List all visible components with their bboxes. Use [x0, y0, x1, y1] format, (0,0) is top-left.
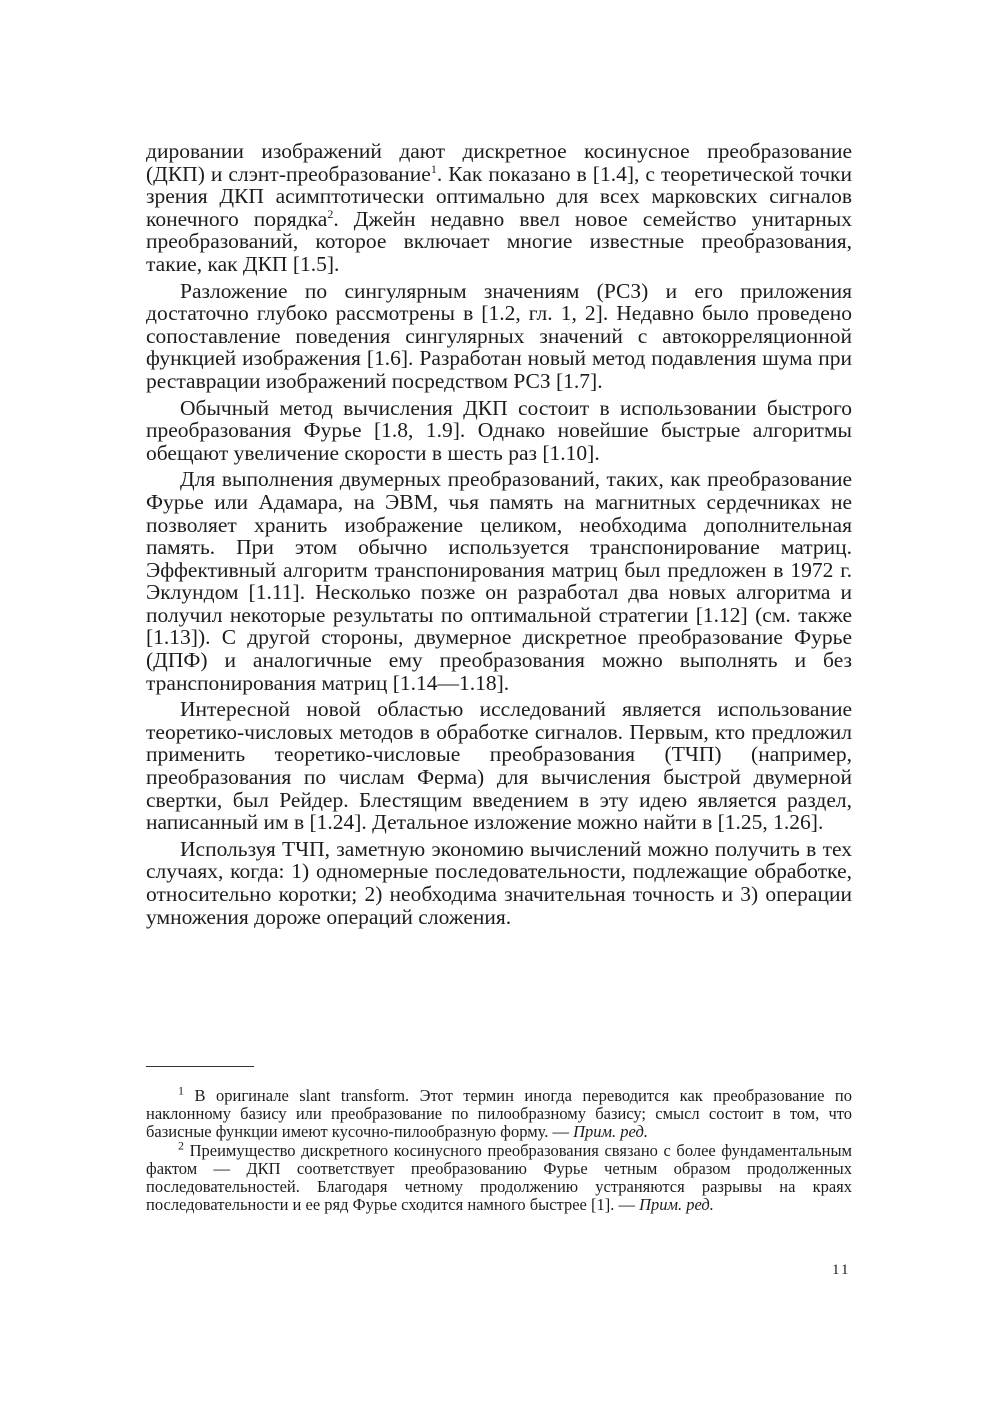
editor-note: Прим. ред.	[639, 1195, 714, 1214]
footnote-1: $^1$ В оригинале slant transform. Этот термин иногда переводится как преобразование по наклонному базису или преобразование по пилообразному базису; смысл состоит в том, что базисные функции имеют кусочно-пилообразную форму. — Прим. ред.	[146, 1083, 853, 1141]
footnote-ref-1[interactable]: 1	[430, 161, 437, 176]
footnote-mark: 1	[178, 1083, 184, 1098]
paragraph-6: Используя ТЧП, заметную экономию вычислений можно получить в тех случаях, когда: 1) одномерные последовательности, подлежащие обработке, относительно коротки; 2) необходима значительная точность и 3) операции умножения дороже операций сложения.	[146, 836, 852, 929]
footnote-divider	[146, 1066, 254, 1067]
main-text	[146, 140, 852, 932]
footnote-2: $^2$ Преимущество дискретного косинусного преобразования связано с более фундаментальным фактом — ДКП соответствует преобразованию Фурье четным образом продолженных последовательностей. Благодаря четному продолжению устраняются разрывы на краях последовательности и ее ряд Фурье сходится намного быстрее [1]. — Прим. ред.	[146, 1138, 853, 1214]
editor-note: Прим. ред.	[573, 1122, 648, 1141]
paragraph-4: Для выполнения двумерных преобразований, таких, как преобразование Фурье или Адамара, на ЭВМ, чья память на магнитных сердечниках не позволяет хранить изображение целиком, необходима дополнительная память. При этом обычно используется транспонирование матриц. Эффективный алгоритм транспонирования матриц был предложен в 1972 г. Эклундом [1.11]. Несколько позже он разработал два новых алгоритма и получил некоторые результаты по оптимальной стратегии [1.12] (см. также [1.13]). С другой стороны, двумерное дискретное преобразование Фурье (ДПФ) и аналогичные ему преобразования можно выполнять и без транспонирования матриц [1.14—1.18].	[146, 467, 852, 695]
footnotes	[146, 1083, 853, 1215]
footnote-ref-2[interactable]: 2	[327, 206, 334, 221]
paragraph-3: Обычный метод вычисления ДКП состоит в использовании быстрого преобразования Фурье [1.8, 1.9]. Однако новейшие быстрые алгоритмы обещают увеличение скорости в шесть раз [1.10].	[146, 395, 852, 465]
paragraph-1: дировании изображений дают дискретное косинусное преобразование (ДКП) и слэнт-преобразование$^1$. Как показано в [1.4], с теоретической точки зрения ДКП асимптотически оптимально для всех марковских сигналов конечного порядка$^2$. Джейн недавно ввел новое семейство унитарных преобразований, которое включает многие известные преобразования, такие, как ДКП [1.5].	[146, 139, 853, 276]
page-number: 11	[832, 1262, 851, 1278]
paragraph-5: Интересной новой областью исследований является использование теоретико-числовых методов в обработке сигналов. Первым, кто предложил применить теоретико-числовые преобразования (ТЧП) (например, преобразования по числам Ферма) для вычисления быстрой двумерной свертки, был Рейдер. Блестящим введением в эту идею является раздел, написанный им в [1.24]. Детальное изложение можно найти в [1.25, 1.26].	[146, 697, 852, 835]
paragraph-2: Разложение по сингулярным значениям (РСЗ) и его приложения достаточно глубоко рассмотрены в [1.2, гл. 1, 2]. Недавно было проведено сопоставление поведения сингулярных значений с автокорреляционной функцией изображения [1.6]. Разработан новый метод подавления шума при реставрации изображений посредством РСЗ [1.7].	[146, 278, 852, 393]
footnote-mark: 2	[178, 1138, 184, 1153]
